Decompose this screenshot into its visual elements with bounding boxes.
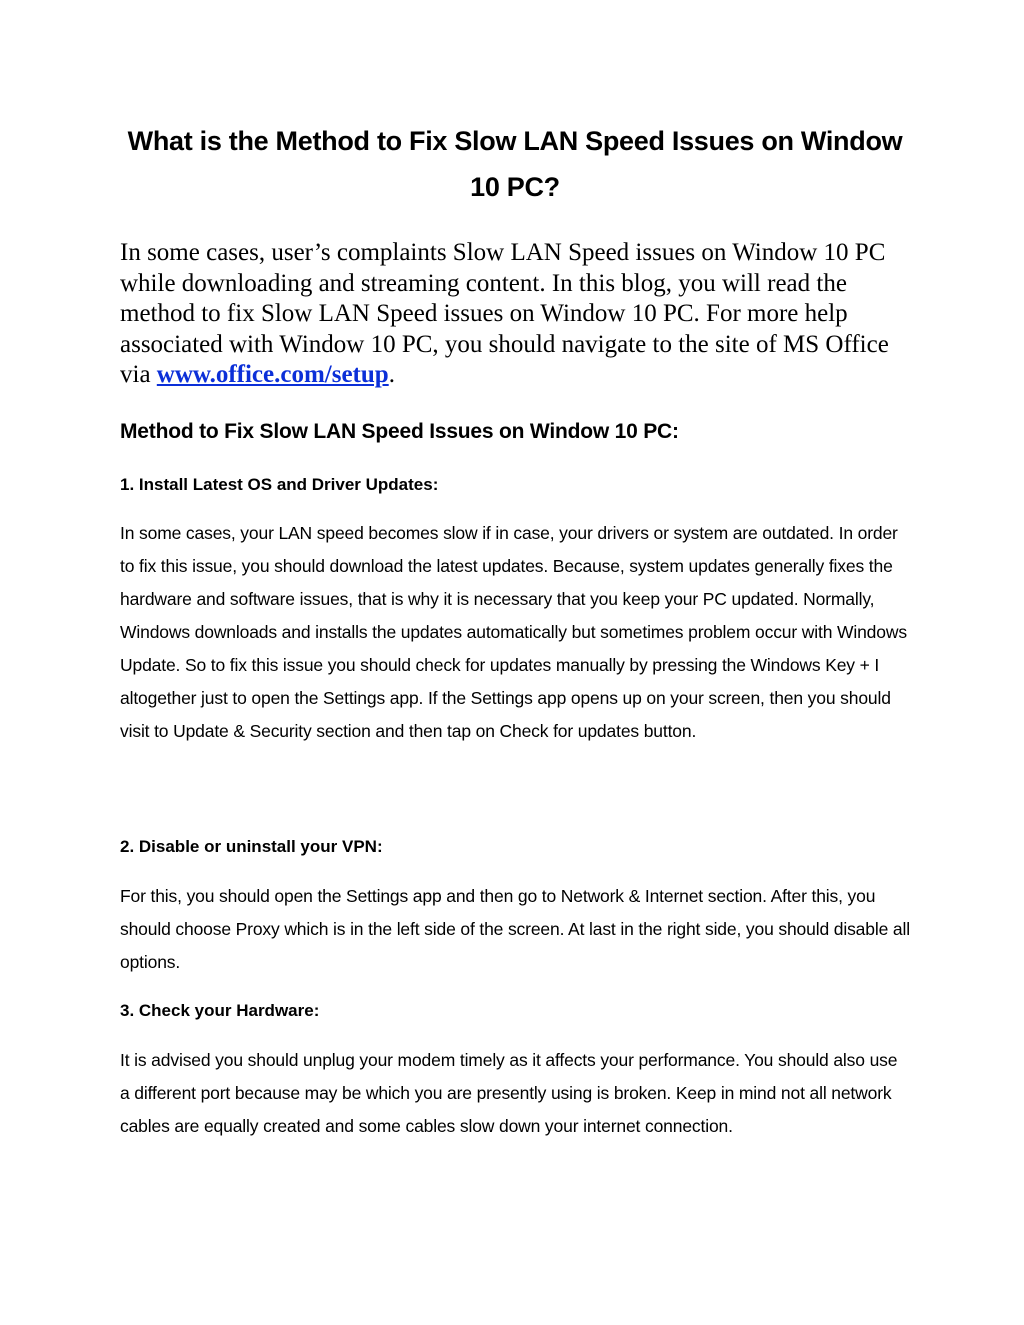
document-title: What is the Method to Fix Slow LAN Speed Issues on Window 10 PC? (127, 126, 903, 202)
intro-text-end: . (388, 361, 395, 388)
intro-paragraph (120, 238, 910, 391)
section-1-heading: 1. Install Latest OS and Driver Updates: (120, 475, 439, 494)
intro-text: In some cases, user’s complaints Slow LAN Speed issues on Window 10 PC while downloading and streaming content. In this blog, you will read the method to fix Slow LAN Speed issues on Window 10 PC. For more help associated with Window 10 PC, you should navigate to the site of MS Office via (120, 239, 889, 388)
section-2-body: For this, you should open the Settings app and then go to Network & Internet section. After this, you should choose Proxy which is in the left side of the screen. At last in the right side, you should disable all options. (120, 886, 910, 972)
method-heading: Method to Fix Slow LAN Speed Issues on Window 10 PC: (120, 420, 679, 443)
section-3-body: It is advised you should unplug your modem timely as it affects your performance. You should also use a different port because may be which you are presently using is broken. Keep in mind not all network cables are equally created and some cables slow down your internet connection. (120, 1050, 898, 1136)
section-1-body: In some cases, your LAN speed becomes slow if in case, your drivers or system are outdated. In order to fix this issue, you should download the latest updates. Because, system updates generally fixes the hardware and software issues, that is why it is necessary that you keep your PC updated. Normally, Windows downloads and installs the updates automatically but sometimes problem occur with Windows Update. So to fix this issue you should check for updates manually by pressing the Windows Key + I altogether just to open the Settings app. If the Settings app opens up on your screen, then you should visit to Update & Security section and then tap on Check for updates button. (120, 523, 907, 741)
office-setup-link[interactable]: www.office.com/setup (156, 361, 389, 388)
section-2-heading: 2. Disable or uninstall your VPN: (120, 837, 383, 856)
section-3-heading: 3. Check your Hardware: (120, 1001, 320, 1020)
